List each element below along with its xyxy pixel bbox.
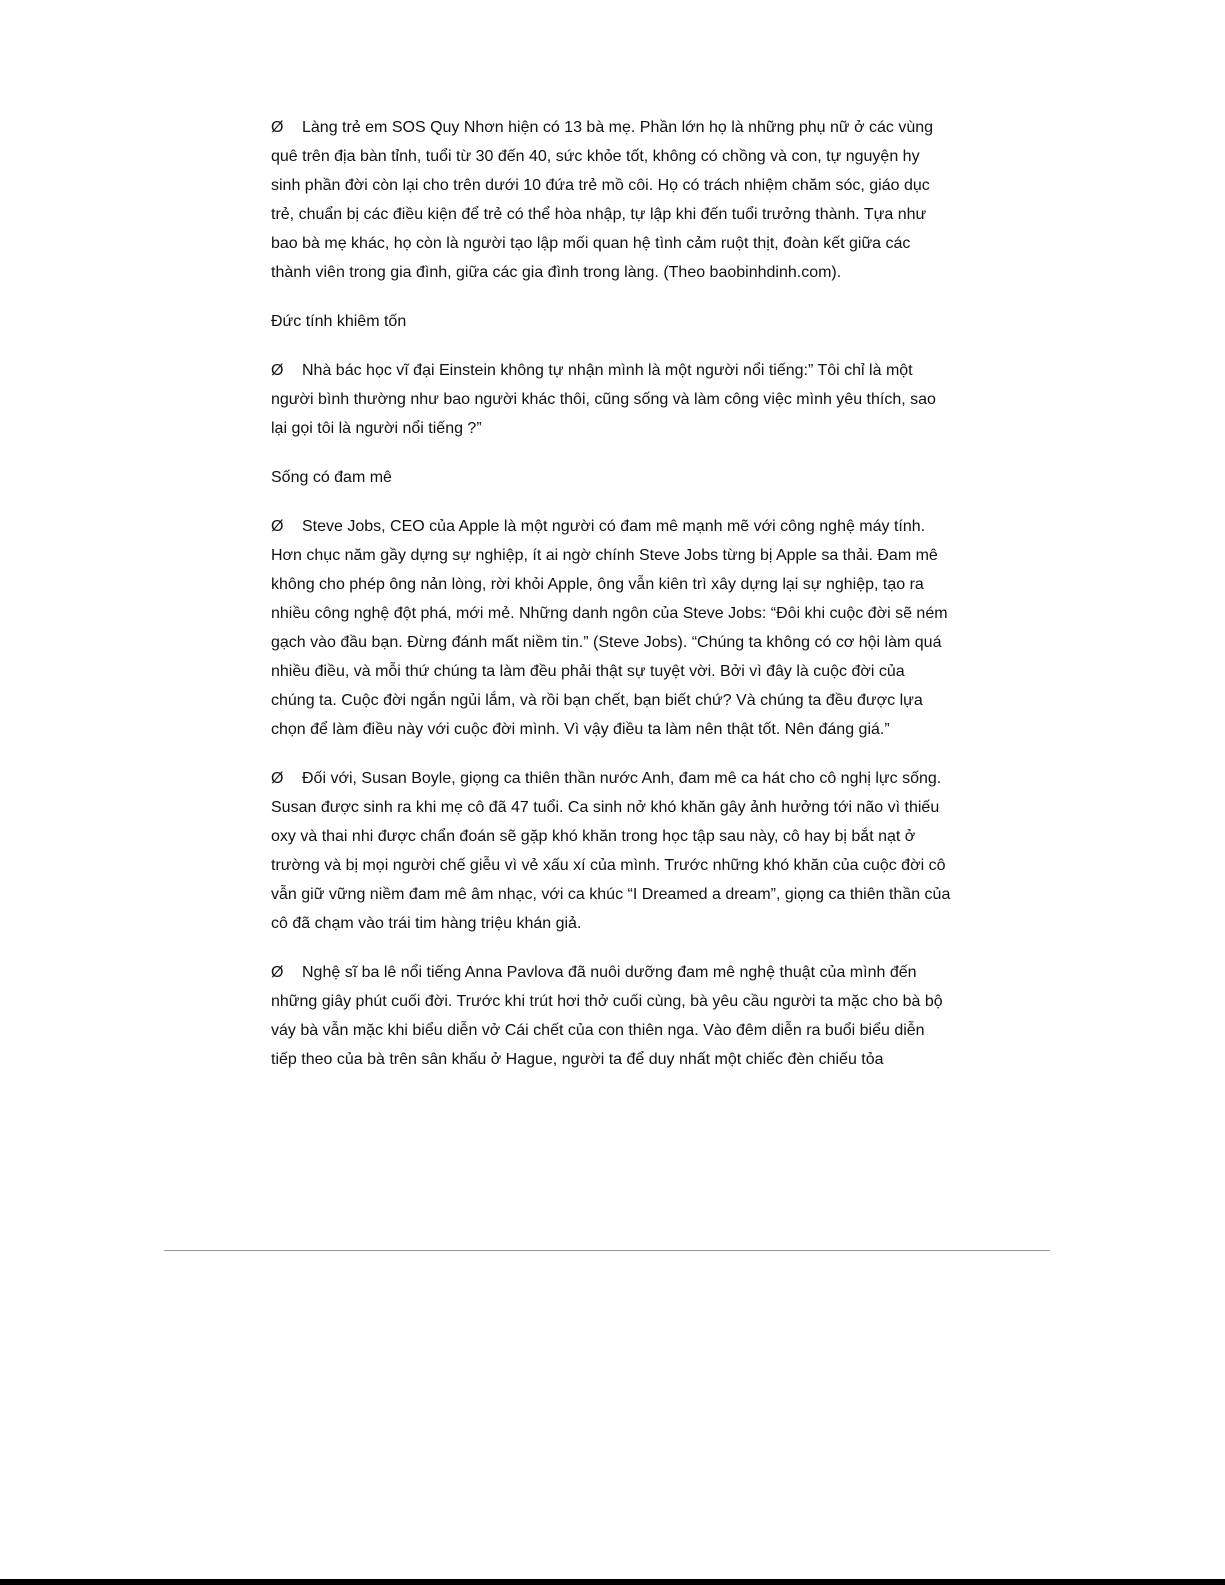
paragraph-sos-mothers [271, 113, 951, 287]
document-body [271, 113, 951, 1094]
paragraph-text: Nghệ sĩ ba lê nổi tiếng Anna Pavlova đã nuôi dưỡng đam mê nghệ thuật của mình đến những giây phút cuối đời. Trước khi trút hơi thở cuối cùng, bà yêu cầu người ta mặc cho bà bộ váy bà vẫn mặc khi biểu diễn vở Cái chết của con thiên nga. Vào đêm diễn ra buổi biểu diễn tiếp theo của bà trên sân khấu ở Hague, người ta để duy nhất một chiếc đèn chiếu tỏa [271, 964, 943, 1068]
page-divider [164, 1250, 1050, 1251]
page-bottom-edge [0, 1579, 1225, 1585]
paragraph-susan-boyle [271, 764, 951, 938]
bullet-symbol: Ø [271, 518, 284, 535]
paragraph-text: Làng trẻ em SOS Quy Nhơn hiện có 13 bà mẹ. Phần lớn họ là những phụ nữ ở các vùng quê trên địa bàn tỉnh, tuổi từ 30 đến 40, sức khỏe tốt, không có chồng và con, tự nguyện hy sinh phần đời còn lại cho trên dưới 10 đứa trẻ mồ côi. Họ có trách nhiệm chăm sóc, giáo dục trẻ, chuẩn bị các điều kiện để trẻ có thể hòa nhập, tự lập khi đến tuổi trưởng thành. Tựa như bao bà mẹ khác, họ còn là người tạo lập mối quan hệ tình cảm ruột thịt, đoàn kết giữa các thành viên trong gia đình, giữa các gia đình trong làng. (Theo baobinhdinh.com). [271, 119, 934, 281]
bullet-symbol: Ø [271, 119, 284, 136]
heading-humility: Đức tính khiêm tốn [271, 313, 407, 330]
paragraph-text: Đối với, Susan Boyle, giọng ca thiên thần nước Anh, đam mê ca hát cho cô nghị lực sống. Susan được sinh ra khi mẹ cô đã 47 tuổi. Ca sinh nở khó khăn gây ảnh hưởng tới não vì thiếu oxy và thai nhi được chẩn đoán sẽ gặp khó khăn trong học tập sau này, cô hay bị bắt nạt ở trường và bị mọi người chế giễu vì vẻ xấu xí của mình. Trước những khó khăn của cuộc đời cô vẫn giữ vững niềm đam mê âm nhạc, với ca khúc “I Dreamed a dream”, giọng ca thiên thần của cô đã chạm vào trái tim hàng triệu khán giả. [271, 770, 951, 932]
bullet-symbol: Ø [271, 770, 284, 787]
paragraph-steve-jobs [271, 512, 951, 744]
paragraph-text: Steve Jobs, CEO của Apple là một người có đam mê mạnh mẽ với công nghệ máy tính. Hơn chục năm gầy dựng sự nghiệp, ít ai ngờ chính Steve Jobs từng bị Apple sa thải. Đam mê không cho phép ông nản lòng, rời khỏi Apple, ông vẫn kiên trì xây dựng lại sự nghiệp, tạo ra nhiều công nghệ đột phá, mới mẻ. Những danh ngôn của Steve Jobs: “Đôi khi cuộc đời sẽ ném gạch vào đầu bạn. Đừng đánh mất niềm tin.” (Steve Jobs). “Chúng ta không có cơ hội làm quá nhiều điều, và mỗi thứ chúng ta làm đều phải thật sự tuyệt vời. Bởi vì đây là cuộc đời của chúng ta. Cuộc đời ngắn ngủi lắm, và rồi bạn chết, bạn biết chứ? Và chúng ta đều được lựa chọn để làm điều này với cuộc đời mình. Vì vậy điều ta làm nên thật tốt. Nên đáng giá.” [271, 518, 948, 738]
paragraph-text: Nhà bác học vĩ đại Einstein không tự nhận mình là một người nổi tiếng:” Tôi chỉ là một người bình thường như bao người khác thôi, cũng sống và làm công việc mình yêu thích, sao lại gọi tôi là người nổi tiếng ?” [271, 362, 936, 437]
paragraph-einstein [271, 356, 951, 443]
bullet-symbol: Ø [271, 964, 284, 981]
heading-passion: Sống có đam mê [271, 469, 392, 486]
paragraph-anna-pavlova [271, 958, 951, 1074]
bullet-symbol: Ø [271, 362, 284, 379]
